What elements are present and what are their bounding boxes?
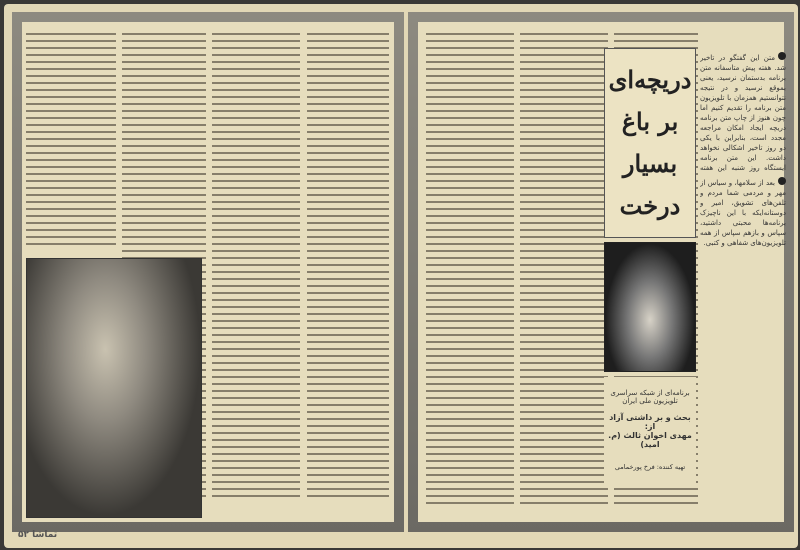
article-title: [604, 48, 696, 238]
intro-text-2: بعد از سلامها، و سیاس از مهر و مردمی شما مردم و تلفن‌های تشویق، امیر و دوستانه‌ایکه با این ناچیزک برنامه‌ها محبتی داشتید، سپاس و بازهم سپاس از همه تلویزیون‌های شفاهی و کتبی.: [700, 179, 786, 247]
credits: برنامه‌ای از شبکه سراسری تلویزیون ملی ایران بحث و بر داشتی آزاد از: مهدی اخوان ثالث (م. امید) تهیه کننده: فرخ پورخمامی: [604, 377, 696, 487]
text-column: [520, 30, 608, 508]
text-column: [212, 30, 300, 500]
bullet-icon: [778, 177, 786, 185]
title-line: بسیار: [622, 149, 678, 178]
title-line: بر باغ: [621, 107, 679, 136]
intro-text: متن این گفتگو در تاخیر شد. هفته پیش متاسفانه متن برنامه بدستمان نرسید، یعنی بموقع نرسید و در نتیجه نتوانستیم همزمان با تلویزیون متن برنامه را تقدیم کنیم اما چون هنوز از چاپ متن برنامه دریچه ایجاد امکان مراجعه مجدد است، بنابراین با یکی دو روز تاخیر اشکالی نخواهد داشت. این متن برنامه ایستگاه روز شنبه این هفته: [700, 54, 786, 172]
title-line: درخت: [619, 191, 681, 220]
bullet-icon: [778, 52, 786, 60]
text-column: [426, 30, 514, 508]
magazine-spread: [4, 4, 798, 548]
text-column: [26, 30, 116, 250]
right-page: [408, 12, 794, 532]
text-column: [307, 30, 389, 500]
poet-portrait: [604, 242, 696, 372]
title-line: دریچه‌ای: [608, 65, 692, 94]
left-page: [12, 12, 404, 532]
page-number: ۵۲ تماشا: [18, 530, 58, 540]
poet-photo: [26, 258, 202, 518]
